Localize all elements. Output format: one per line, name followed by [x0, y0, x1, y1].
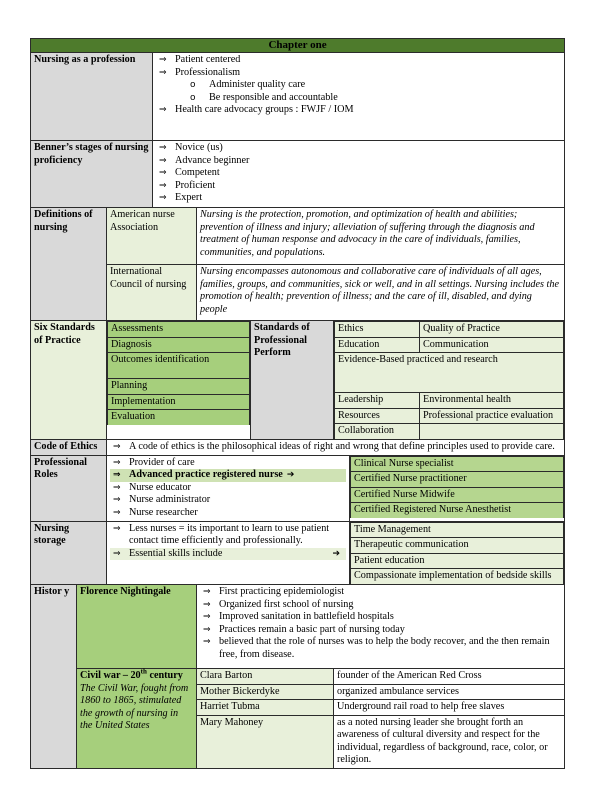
- list-item: Environmental health: [420, 393, 564, 409]
- apn-types: [350, 455, 565, 521]
- benner-label: Benner’s stages of nursing proficiency: [31, 141, 153, 208]
- list-item: Certified Nurse Midwife: [351, 487, 564, 503]
- list-item: Collaboration: [335, 424, 420, 439]
- list-item: Certified Nurse practitioner: [351, 472, 564, 488]
- list-item: Planning: [108, 379, 250, 395]
- list-item: Certified Registered Nurse Anesthetist: [351, 503, 564, 518]
- person-description: Underground rail road to help free slaves: [334, 700, 565, 716]
- list-item: Evidence-Based practiced and research: [335, 353, 564, 393]
- list-item: ⇒ Patient centered: [156, 54, 561, 67]
- list-item: ⇒ Health care advocacy groups : FWJF / IOM: [156, 104, 561, 117]
- person-name: Harriet Tubma: [197, 700, 334, 716]
- list-item: Patient education: [351, 553, 564, 569]
- list-item: Quality of Practice: [420, 322, 564, 338]
- list-item: Implementation: [108, 394, 250, 410]
- benner-content: [153, 141, 565, 208]
- list-item: Assessments: [108, 322, 250, 338]
- roles-label: Professional Roles: [31, 455, 107, 521]
- list-item: ⇒ Provider of care: [110, 457, 346, 470]
- list-item: ⇒ Advanced practice registered nurse ➔: [110, 469, 346, 482]
- list-item: ⇒ Advance beginner: [156, 155, 561, 168]
- person-name: Mary Mahoney: [197, 715, 334, 768]
- history-label: Histor y: [31, 584, 77, 768]
- perform-standards: [334, 321, 565, 440]
- list-item: ⇒ Nurse administrator: [110, 494, 346, 507]
- list-item: ⇒ Less nurses = its important to learn to use patient contact time efficiently and professionally.: [110, 523, 346, 548]
- list-item: Time Management: [351, 522, 564, 538]
- florence-content: [197, 584, 565, 668]
- list-item: o Administer quality care: [190, 79, 561, 92]
- chapter-title: Chapter one: [31, 39, 565, 53]
- list-item: ⇒ Improved sanitation in battlefield hospitals: [200, 611, 561, 624]
- roles-content: [107, 455, 350, 521]
- icn-label: International Council of nursing: [107, 265, 197, 321]
- list-item: Resources: [335, 408, 420, 424]
- right-arrow-icon: ➔: [286, 470, 295, 481]
- list-item: Compassionate implementation of bedside skills: [351, 569, 564, 584]
- person-description: as a noted nursing leader she brought forth an awareness of cultural diversity and respect for the individual, regardless of background, race, color, or religion.: [334, 715, 565, 768]
- storage-label: Nursing storage: [31, 521, 107, 584]
- code-content: [107, 439, 565, 455]
- perform-label: Standards of Professional Perform: [251, 321, 334, 440]
- person-description: founder of the American Red Cross: [334, 668, 565, 684]
- person-name: Mother Bickerdyke: [197, 684, 334, 700]
- chapter-table: [30, 38, 565, 769]
- list-item: ⇒ First practicing epidemiologist: [200, 586, 561, 599]
- list-item: ⇒ Proficient: [156, 180, 561, 193]
- list-item: ⇒ Organized first school of nursing: [200, 599, 561, 612]
- list-item: ⇒ Expert: [156, 192, 561, 205]
- list-item: Communication: [420, 337, 564, 353]
- standards-label: Six Standards of Practice: [31, 321, 107, 440]
- list-item: Clinical Nurse specialist: [351, 456, 564, 472]
- essential-skills: [350, 521, 565, 584]
- list-item: Therapeutic communication: [351, 538, 564, 554]
- list-item: Ethics: [335, 322, 420, 338]
- right-arrow-icon: ➔: [332, 548, 340, 559]
- list-item: Professional practice evaluation: [420, 408, 564, 424]
- list-item: ⇒ Nurse educator: [110, 482, 346, 495]
- person-description: organized ambulance services: [334, 684, 565, 700]
- list-item: ⇒ A code of ethics is the philosophical ideas of right and wrong that define principles used to provide care.: [110, 441, 561, 454]
- ana-definition: Nursing is the protection, promotion, and optimization of health and abilities; prevention of illness and injury; alleviation of suffering through the diagnosis and treatment of human response and advocacy in the care of individuals, families, communities, and populations.: [197, 208, 565, 265]
- civil-war-label: Civil war – 20th century The Civil War, fought from 1860 to 1865, stimulated the growth of nursing in the United States: [77, 668, 197, 768]
- icn-definition: Nursing encompasses autonomous and collaborative care of individuals of all ages, families, groups, and communities, sick or well, and in all settings. Nursing includes the promotion of health; prevention of illness; and the care of ill, disabled, and dying people: [197, 265, 565, 321]
- profession-label: Nursing as a profession: [31, 53, 153, 141]
- list-item: Education: [335, 337, 420, 353]
- florence-label: Florence Nightingale: [77, 584, 197, 668]
- practice-standards: [107, 321, 251, 440]
- list-item: ⇒ Professionalism: [156, 67, 561, 80]
- storage-content: [107, 521, 350, 584]
- list-item: ⇒ Novice (us): [156, 142, 561, 155]
- civil-war-description: The Civil War, fought from 1860 to 1865, stimulated the growth of nursing in the United States: [80, 682, 189, 732]
- list-item: ⇒ Nurse researcher: [110, 507, 346, 520]
- list-item: o Be responsible and accountable: [190, 92, 561, 105]
- list-item: ⇒ believed that the role of nurses was to help the body recover, and the then remain free, from disease.: [200, 636, 561, 661]
- person-name: Clara Barton: [197, 668, 334, 684]
- list-item: Diagnosis: [108, 337, 250, 353]
- list-item: ⇒ Essential skills include ➔: [110, 548, 346, 561]
- list-item: ⇒ Practices remain a basic part of nursing today: [200, 624, 561, 637]
- definitions-label: Definitions of nursing: [31, 208, 107, 321]
- list-item: ⇒ Competent: [156, 167, 561, 180]
- ana-label: American nurse Association: [107, 208, 197, 265]
- list-item: Evaluation: [108, 410, 250, 425]
- list-item: Outcomes identification: [108, 353, 250, 379]
- code-label: Code of Ethics: [31, 439, 107, 455]
- list-item: Leadership: [335, 393, 420, 409]
- profession-content: [153, 53, 565, 141]
